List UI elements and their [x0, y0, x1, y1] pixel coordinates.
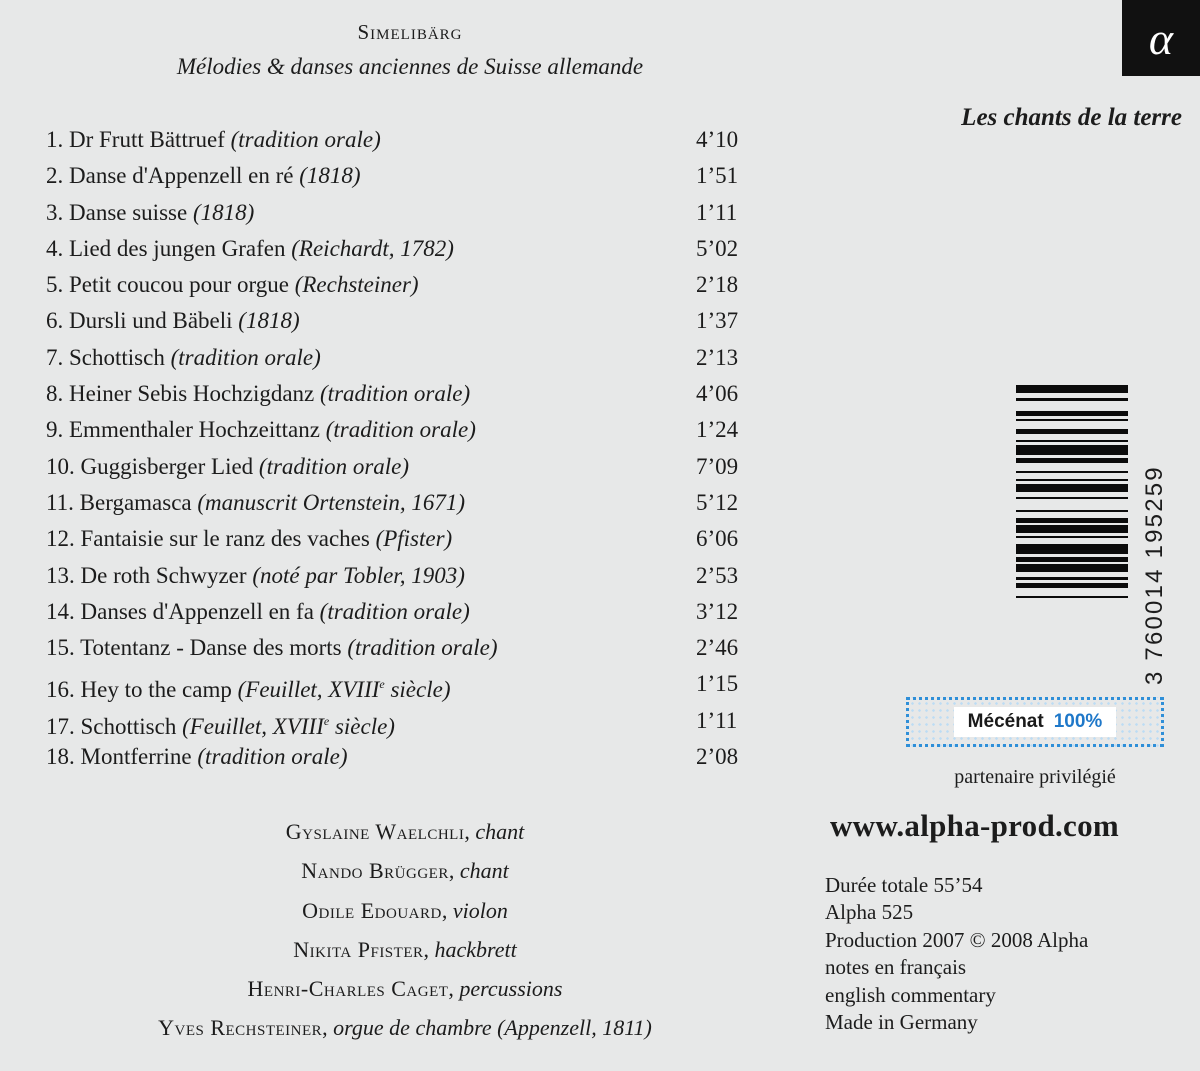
- track-duration: 1’11: [696, 707, 738, 733]
- track-duration: 1’51: [696, 163, 739, 189]
- performer-instrument: chant: [459, 858, 509, 884]
- track-title: Lied des jungen Grafen: [69, 235, 292, 261]
- track-source: (Feuillet, XVIII: [182, 713, 324, 739]
- track-source: (1818): [299, 163, 361, 189]
- track-duration: 1’37: [696, 308, 739, 334]
- track-title: Montferrine: [80, 744, 198, 770]
- track-duration: 1’15: [696, 671, 739, 697]
- track-title: Hey to the camp: [80, 677, 238, 703]
- track-number: 11.: [46, 489, 74, 515]
- barcode-bar: [1016, 577, 1128, 580]
- series-title: Les chants de la terre: [961, 104, 1182, 131]
- partner-text: partenaire privilégié: [954, 766, 1116, 788]
- track-duration: 1’11: [696, 199, 738, 225]
- track-duration: 1’24: [696, 417, 739, 443]
- track-duration: 2’46: [696, 635, 739, 661]
- performer-name: Gyslaine Waelchli: [285, 819, 465, 844]
- barcode-bar: [1016, 525, 1128, 533]
- track-source: (Reichardt, 1782): [291, 235, 454, 261]
- performer-name: Nikita Pfister: [293, 936, 424, 962]
- performer-instrument: orgue de chambre (Appenzell, 1811): [333, 1015, 652, 1041]
- track-row: [46, 666, 766, 702]
- track-title: Danse suisse: [69, 199, 193, 225]
- mecenat-value: 100%: [1053, 711, 1103, 732]
- track-number: 4.: [46, 235, 64, 261]
- track-title: Danse d'Appenzell en ré: [69, 163, 300, 189]
- track-row: [46, 703, 766, 739]
- barcode-bar: [1016, 411, 1128, 416]
- barcode: [1016, 385, 1181, 685]
- barcode-digits: 3 760014 195259: [1141, 465, 1168, 685]
- track-row: [46, 303, 766, 339]
- performer-name: Yves Rechsteiner: [158, 1015, 323, 1041]
- barcode-bar: [1016, 583, 1128, 588]
- track-number: 17.: [46, 713, 75, 739]
- track-duration: 7’09: [696, 453, 739, 479]
- track-title: Guggisberger Lied: [80, 453, 259, 479]
- track-number: 6.: [46, 308, 64, 334]
- website-link[interactable]: www.alpha-prod.com: [830, 808, 1120, 843]
- track-number: 9.: [46, 417, 64, 443]
- barcode-bar: [1016, 564, 1128, 572]
- track-row: [46, 195, 766, 231]
- track-source: (tradition orale): [325, 417, 476, 443]
- track-source: (tradition orale): [319, 598, 470, 624]
- track-title: Danses d'Appenzell en fa: [80, 598, 320, 624]
- track-number: 5.: [46, 272, 64, 298]
- track-source: (tradition orale): [347, 635, 498, 661]
- track-title: Schottisch: [69, 344, 171, 370]
- performer-instrument: hackbrett: [434, 936, 517, 962]
- track-title: Heiner Sebis Hochzigdanz: [69, 381, 321, 407]
- track-source: (Rechsteiner): [294, 272, 419, 298]
- total-duration: Durée totale 55’54: [825, 873, 983, 897]
- barcode-bar: [1016, 398, 1128, 401]
- track-source: (tradition orale): [258, 453, 410, 479]
- performer-instrument: percussions: [459, 976, 563, 1002]
- track-number: 2.: [46, 163, 64, 189]
- track-duration: 5’12: [696, 489, 739, 515]
- track-title: Schottisch: [80, 713, 183, 739]
- track-source: (1818): [238, 308, 300, 334]
- release-info: [825, 872, 1088, 1036]
- track-source: (1818): [192, 199, 255, 225]
- performer-row: Nikita Pfister, hackbrett: [293, 936, 517, 962]
- track-number: 3.: [46, 199, 64, 225]
- track-duration: 2’18: [696, 272, 739, 298]
- track-source-superscript: e: [379, 677, 385, 692]
- alpha-logo-symbol: α: [1148, 12, 1174, 64]
- track-source-end: siècle): [329, 713, 395, 739]
- track-row: [46, 267, 766, 303]
- performer-name: Odile Edouard: [302, 897, 442, 923]
- track-source: (tradition orale): [170, 344, 321, 370]
- barcode-bar: [1016, 429, 1128, 434]
- track-title: Emmenthaler Hochzeittanz: [69, 417, 326, 443]
- barcode-bar: [1016, 544, 1128, 554]
- performer-row: Henri-Charles Caget, percussions: [247, 976, 563, 1002]
- track-title: Dursli und Bäbeli: [69, 308, 239, 334]
- track-title: Petit coucou pour orgue: [69, 272, 295, 298]
- track-number: 14.: [46, 598, 75, 624]
- album-title: Simelibärg: [357, 20, 463, 44]
- catalog-number: Alpha 525: [825, 900, 914, 925]
- track-number: 15.: [46, 635, 75, 661]
- made-in: Made in Germany: [825, 1010, 978, 1035]
- barcode-bar: [1016, 596, 1128, 599]
- track-source-end: siècle): [384, 677, 451, 703]
- production-line: Production 2007 © 2008 Alpha: [825, 927, 1089, 952]
- track-row: [46, 231, 766, 267]
- performer-list: [80, 812, 730, 1048]
- track-source-superscript: e: [323, 713, 330, 728]
- track-source: (tradition orale): [197, 744, 348, 770]
- track-number: 10.: [46, 453, 75, 479]
- performer-name: Henri-Charles Caget: [247, 976, 449, 1002]
- barcode-bar: [1016, 440, 1128, 443]
- track-title: Totentanz - Danse des morts: [80, 635, 348, 661]
- track-duration: 2’53: [696, 562, 739, 588]
- track-number: 8.: [46, 381, 64, 407]
- barcode-bar: [1016, 536, 1128, 539]
- track-source: (noté par Tobler, 1903): [252, 562, 465, 588]
- performer-instrument: chant: [475, 819, 525, 844]
- barcode-bar: [1016, 484, 1128, 492]
- performer-row: Gyslaine Waelchli, chant: [285, 819, 525, 844]
- track-source: (manuscrit Ortenstein, 1671): [197, 489, 466, 515]
- barcode-bar: [1016, 518, 1128, 523]
- track-source: (tradition orale): [320, 381, 471, 407]
- track-row: [46, 739, 766, 775]
- barcode-bar: [1016, 497, 1128, 500]
- track-row: [46, 449, 766, 485]
- notes-french: notes en français: [825, 955, 967, 980]
- performer-name: Nando Brügger: [301, 858, 449, 884]
- track-duration: 2’08: [696, 744, 739, 770]
- track-source: (Feuillet, XVIII: [237, 677, 380, 703]
- barcode-bar: [1016, 445, 1128, 455]
- track-duration: 3’12: [696, 598, 739, 624]
- barcode-bar: [1016, 471, 1128, 474]
- notes-english: english commentary: [825, 982, 996, 1007]
- barcode-bar: [1016, 458, 1128, 463]
- track-title: Fantaisie sur le ranz des vaches: [80, 526, 376, 552]
- track-number: 18.: [46, 744, 75, 770]
- performer-row: Nando Brügger, chant: [301, 858, 509, 884]
- track-list: [46, 122, 766, 775]
- track-title: De roth Schwyzer: [80, 562, 253, 588]
- track-source: (Pfister): [375, 526, 453, 552]
- track-row: [46, 521, 766, 557]
- track-duration: 6’06: [696, 526, 739, 552]
- performer-instrument: violon: [452, 897, 508, 923]
- track-number: 13.: [46, 562, 75, 588]
- alpha-logo-icon: [1122, 0, 1200, 76]
- track-row: [46, 412, 766, 448]
- track-number: 12.: [46, 526, 75, 552]
- barcode-bars: [1016, 385, 1128, 685]
- barcode-bar: [1016, 510, 1128, 513]
- barcode-bar: [1016, 419, 1128, 422]
- track-duration: 5’02: [696, 235, 739, 261]
- album-subtitle: Mélodies & danses anciennes de Suisse allemande: [176, 54, 644, 79]
- track-row: [46, 594, 766, 630]
- barcode-bar: [1016, 385, 1128, 393]
- track-duration: 2’13: [696, 344, 739, 370]
- mecenat-label: Mécénat: [967, 711, 1044, 732]
- performer-row: Odile Edouard, violon: [302, 897, 508, 923]
- track-row: [46, 630, 766, 666]
- mecenat-badge: [906, 697, 1164, 747]
- track-row: [46, 485, 766, 521]
- track-row: [46, 340, 766, 376]
- barcode-bar: [1016, 479, 1128, 482]
- track-duration: 4’10: [696, 127, 739, 152]
- track-number: 1.: [46, 127, 64, 152]
- performer-row: Yves Rechsteiner, orgue de chambre (Appenzell, 1811): [158, 1015, 652, 1041]
- track-duration: 4’06: [696, 381, 739, 407]
- track-row: [46, 122, 766, 158]
- track-row: [46, 158, 766, 194]
- track-title: Dr Frutt Bättruef: [69, 127, 231, 152]
- track-number: 16.: [46, 677, 75, 703]
- barcode-bar: [1016, 557, 1128, 562]
- track-source: (tradition orale): [230, 127, 381, 152]
- track-title: Bergamasca: [79, 489, 198, 515]
- track-number: 7.: [46, 344, 64, 370]
- track-row: [46, 376, 766, 412]
- track-row: [46, 558, 766, 594]
